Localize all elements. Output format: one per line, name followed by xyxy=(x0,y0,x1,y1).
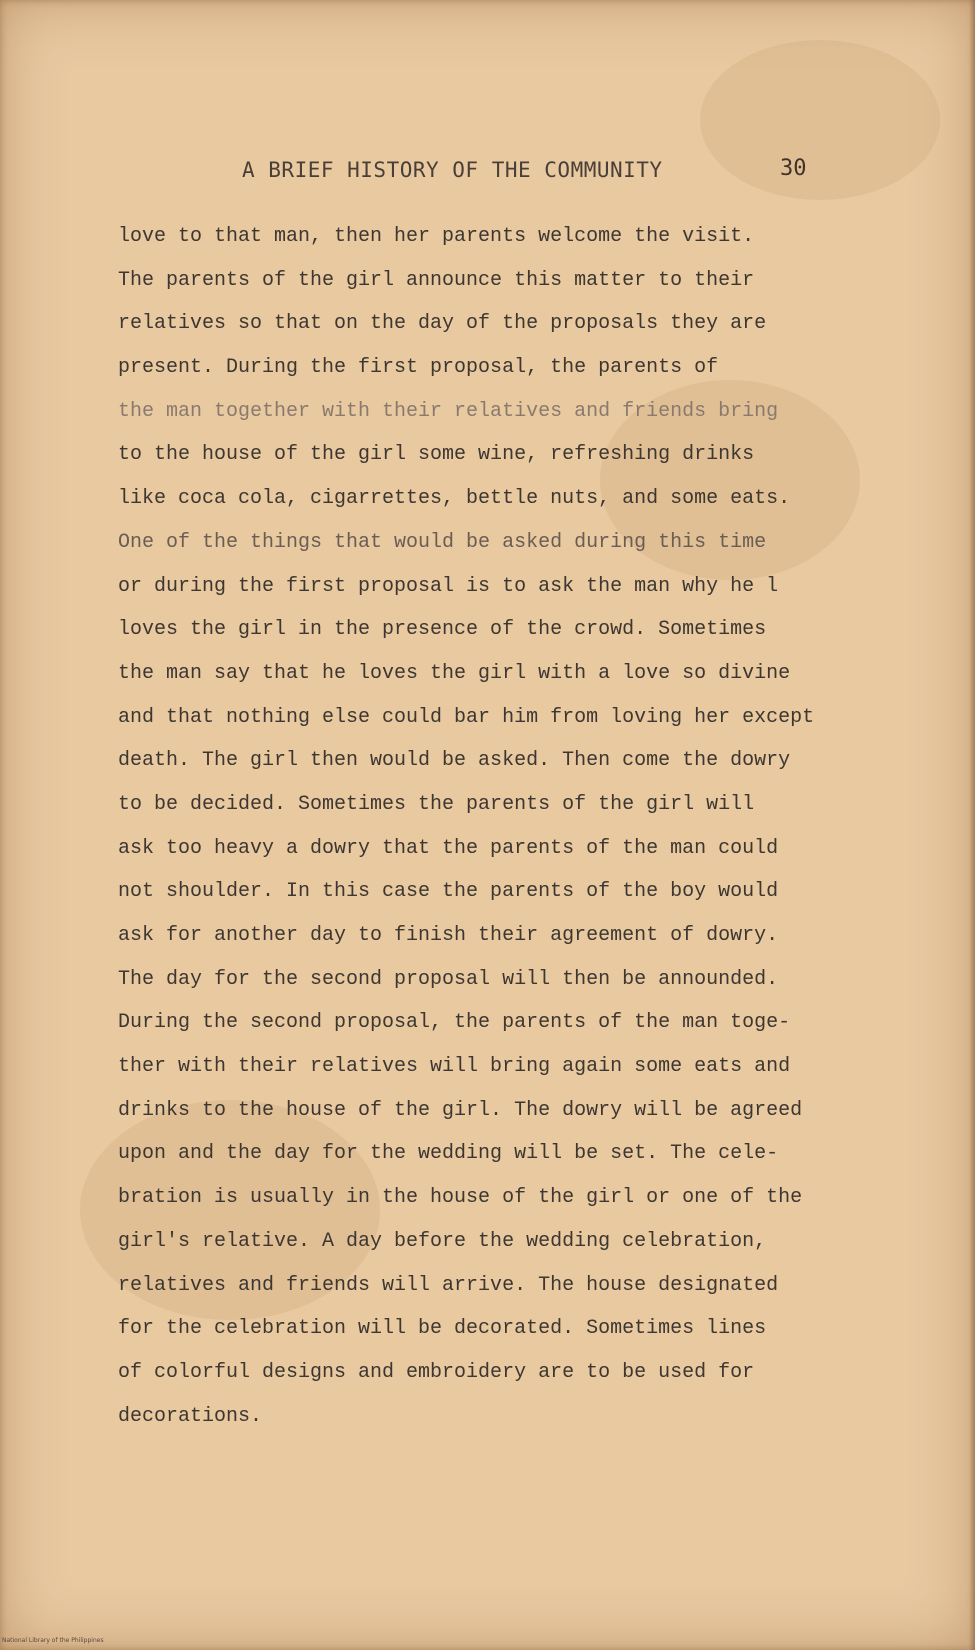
text-line: relatives so that on the day of the proposals they are xyxy=(118,312,767,336)
text-line: ther with their relatives will bring again some eats and xyxy=(118,1055,791,1079)
page-title: A BRIEF HISTORY OF THE COMMUNITY xyxy=(242,158,663,182)
text-line: bration is usually in the house of the girl or one of the xyxy=(118,1186,803,1210)
text-line: or during the first proposal is to ask the man why he l xyxy=(118,574,779,598)
text-line: ask too heavy a dowry that the parents of the man could xyxy=(118,836,779,860)
text-line: decorations. xyxy=(118,1404,263,1428)
text-line: the man together with their relatives and friends bring xyxy=(118,399,779,423)
text-line: not shoulder. In this case the parents of the boy would xyxy=(118,880,779,904)
text-line: present. During the first proposal, the parents of xyxy=(118,356,719,380)
text-line: One of the things that would be asked during this time xyxy=(118,530,767,554)
text-line: relatives and friends will arrive. The house designated xyxy=(118,1273,779,1297)
page-number: 30 xyxy=(780,156,807,181)
page-edge xyxy=(969,0,975,1650)
text-line: girl's relative. A day before the wedding celebration, xyxy=(118,1229,767,1253)
text-line: The parents of the girl announce this matter to their xyxy=(118,268,755,292)
text-line: drinks to the house of the girl. The dowry will be agreed xyxy=(118,1098,803,1122)
text-line: and that nothing else could bar him from loving her except xyxy=(118,705,815,729)
body-text xyxy=(118,222,908,1445)
text-line: like coca cola, cigarrettes, bettle nuts, and some eats. xyxy=(118,487,791,511)
text-line: of colorful designs and embroidery are to be used for xyxy=(118,1360,755,1384)
text-line: love to that man, then her parents welcome the visit. xyxy=(118,225,755,248)
text-line: to the house of the girl some wine, refreshing drinks xyxy=(118,443,755,467)
text-line: The day for the second proposal will then be announded. xyxy=(118,967,779,991)
text-line: to be decided. Sometimes the parents of the girl will xyxy=(118,792,755,816)
paper-stain xyxy=(700,40,940,200)
text-line: upon and the day for the wedding will be set. The cele- xyxy=(118,1142,779,1166)
text-line: ask for another day to finish their agreement of dowry. xyxy=(118,924,779,947)
text-line: the man say that he loves the girl with a love so divine xyxy=(118,661,791,685)
text-line: for the celebration will be decorated. Sometimes lines xyxy=(118,1317,767,1341)
text-line: loves the girl in the presence of the crowd. Sometimes xyxy=(118,618,767,642)
text-line: During the second proposal, the parents of the man toge- xyxy=(118,1011,791,1035)
text-line: death. The girl then would be asked. Then come the dowry xyxy=(118,749,791,773)
footer-note: National Library of the Philippines xyxy=(2,1637,104,1644)
